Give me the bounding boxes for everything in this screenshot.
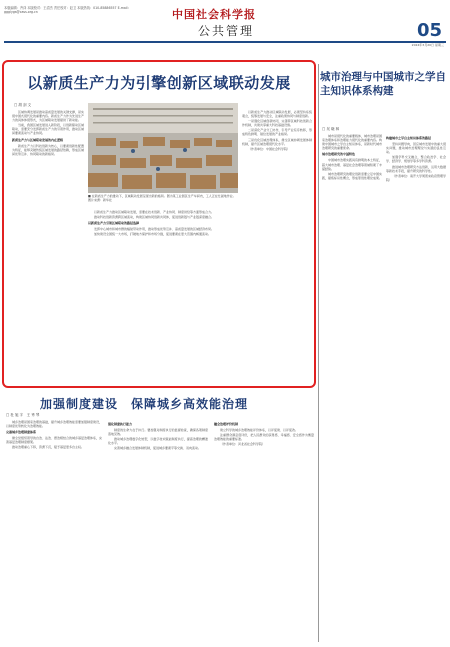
paragraph: 城市是现代化的重要载体，城市治理是国家治理体系和治理能力现代化的重要内容。构建中国城市之学自主知识体系，是新时代城市治理研究的重要使命。 bbox=[322, 134, 382, 151]
paragraph: 以新质生产力推动区域联动发展，必须坚持系统观念，统筹发展与安全，注重政策协同与制度创新。 bbox=[242, 110, 312, 119]
feature-byline: □ 胡 剑 文 bbox=[14, 103, 32, 107]
subheading: 完善城乡治理制度体系 bbox=[6, 430, 37, 435]
subheading: 新质生产力与区域联动发展的内在逻辑 bbox=[12, 137, 64, 142]
lower-column-1 bbox=[6, 420, 102, 640]
paragraph: 城市治理研究的理论创新需要立足中国实践，提炼标识性概念，形成原创性理论成果。 bbox=[322, 171, 382, 180]
paragraph: 以新质生产力推动区域联动发展，需要在技术创新、产业协同、制度供给等方面形成合力。 bbox=[94, 210, 215, 214]
feature-column-1 bbox=[12, 110, 84, 382]
paragraph: 二是深化产业分工协作，引导产业有序转移，形成特色鲜明、错位发展的产业格局。 bbox=[242, 128, 312, 137]
feature-article bbox=[2, 60, 316, 388]
right-column-2 bbox=[386, 134, 446, 639]
paragraph: 完善城乡融合发展体制机制，促进城乡要素平等交换、双向流动。 bbox=[114, 446, 202, 451]
lower-article-byline: □ 杜 旭 宇 王 秀 琴 bbox=[6, 413, 40, 417]
lower-column-3 bbox=[214, 420, 314, 640]
paragraph: 健全党组织领导的自治、法治、德治相结合的城乡基层治理体系，完善基层治理制度框架。 bbox=[6, 436, 102, 445]
lower-article-title: 加强制度建设 保障城乡高效能治理 bbox=[40, 397, 249, 411]
feature-column-2 bbox=[88, 210, 238, 382]
paragraph: 推动治理重心下移，资源下沉，赋予基层更多自主权。 bbox=[12, 445, 85, 450]
author-affiliation: （作者单位：南开大学周恩来政府管理学院） bbox=[386, 173, 446, 182]
paragraph: 中国城市治理实践具有鲜明的本土特征，超大城市治理、基层社会治理等领域积累了丰富经验。 bbox=[322, 158, 382, 171]
masthead-date: 2024年3月20日 星期三 bbox=[411, 43, 444, 47]
feature-photo bbox=[88, 103, 238, 193]
subheading: 健全治理评价机制 bbox=[214, 422, 239, 426]
paragraph: 加强学科交叉融合，整合政治学、社会学、经济学、规划学等多学科资源。 bbox=[386, 155, 446, 164]
right-article-title: 城市治理与中国城市之学自主知识体系构建 bbox=[320, 71, 446, 97]
masthead bbox=[0, 0, 450, 46]
feature-title: 以新质生产力为引擎创新区域联动发展 bbox=[27, 74, 291, 92]
subheading: 城市治理研究的中国特色 bbox=[322, 152, 356, 157]
paragraph: 新质生产力以科技创新为核心，以要素创新性配置为特征，能够突破传统区域发展的路径依赖，形成区域间优势互补、协同联动的新格局。 bbox=[12, 143, 84, 156]
paragraph: 坚持问题导向，回应城市发展中的重大现实问题，推动城市治理理论与实践的良性互动。 bbox=[386, 142, 446, 155]
page-number: 05 bbox=[416, 20, 442, 41]
subheading: 构建城市之学自主知识体系的路径 bbox=[386, 136, 432, 140]
paragraph: 注重群众满意度评价，把人民群众的获得感、幸福感、安全感作为衡量治理效能的重要标准。 bbox=[214, 433, 314, 442]
paragraph: 一是强化区域创新协同，完善跨区域科技创新合作机制，共建共享重大科技基础设施。 bbox=[242, 119, 312, 128]
feature-column-3 bbox=[242, 110, 312, 382]
subheading: 强化制度执行能力 bbox=[108, 422, 133, 426]
paper-name: 中国社会科学报 bbox=[172, 8, 256, 21]
paragraph: 制度的生命力在于执行。要加强对制度执行的监督检查，确保各项制度落地见效。 bbox=[108, 428, 208, 437]
paragraph: 建立科学的城乡治理效能评价体系，以评促建、以评促改。 bbox=[220, 428, 299, 433]
author-affiliation: （作者单位：河北省社会科学院） bbox=[220, 442, 266, 447]
column-divider bbox=[318, 64, 319, 642]
paragraph: 当前，我国区域发展进入新阶段，以创新驱动区域联动，需要充分发挥新质生产力的引领作用，推动区域间要素流动与产业协同。 bbox=[12, 123, 84, 136]
paragraph: 推动城乡治理数字化转型，以数字技术赋能制度执行，提高治理的精准化水平。 bbox=[108, 437, 208, 446]
photo-credit: 图片来源：新华社 bbox=[88, 198, 113, 202]
author-affiliation: （作者单位：中国社会科学院） bbox=[248, 146, 291, 151]
lower-column-2 bbox=[108, 420, 208, 640]
feature-photo-caption: ■ 在新质生产力的推动下，区域联动发展呈现出新的格局。图为某工业园区生产车间内，工人正在忙碌地作业。 图片来源：新华社 bbox=[88, 194, 236, 202]
masthead-info: 本版编辑：齐泽 本版校对：王清杰 责任校对：赵卫 本版热线：010-85886557 E-mail: ggglygs@cass.org.cn bbox=[4, 6, 129, 15]
right-column-1 bbox=[322, 134, 382, 639]
paragraph: 发挥中心城市和城市群的辐射带动作用，推动形成优势互补、高质量发展的区域经济布局。 bbox=[94, 227, 215, 232]
right-article-byline: □ 吴 晓 林 bbox=[322, 127, 340, 131]
subheading: 以新质生产力引领区域联动的路径选择 bbox=[88, 221, 140, 226]
section-name: 公共管理 bbox=[198, 24, 255, 38]
paragraph: 推进城市治理研究方法创新，运用大数据等新技术手段，提升研究的科学性。 bbox=[386, 164, 446, 173]
paragraph: 加快建设全国统一大市场，打破地方保护和市场分割，促进要素在更大范围内畅通流动。 bbox=[94, 232, 212, 237]
masthead-rule bbox=[4, 41, 446, 43]
paragraph: 推动科技创新资源跨区域流动，构建区域协同创新共同体，促进创新链与产业链深度融合。 bbox=[94, 215, 215, 220]
paragraph: 区域协调发展是推动高质量发展的关键支撑，是实现中国式现代化的重要内容。新质生产力作为先进生产力的具体体现形式，为区域联动发展提供了新动能。 bbox=[12, 110, 84, 123]
paragraph: 城乡治理是国家治理的基础，提升城乡治理效能需要加强制度建设，以制度优势转化为治理效能。 bbox=[6, 420, 102, 429]
factory-photo-image bbox=[88, 103, 238, 193]
paragraph: 三是优化区域治理体系，健全区域协调发展体制机制，提升区域治理现代化水平。 bbox=[242, 137, 312, 146]
